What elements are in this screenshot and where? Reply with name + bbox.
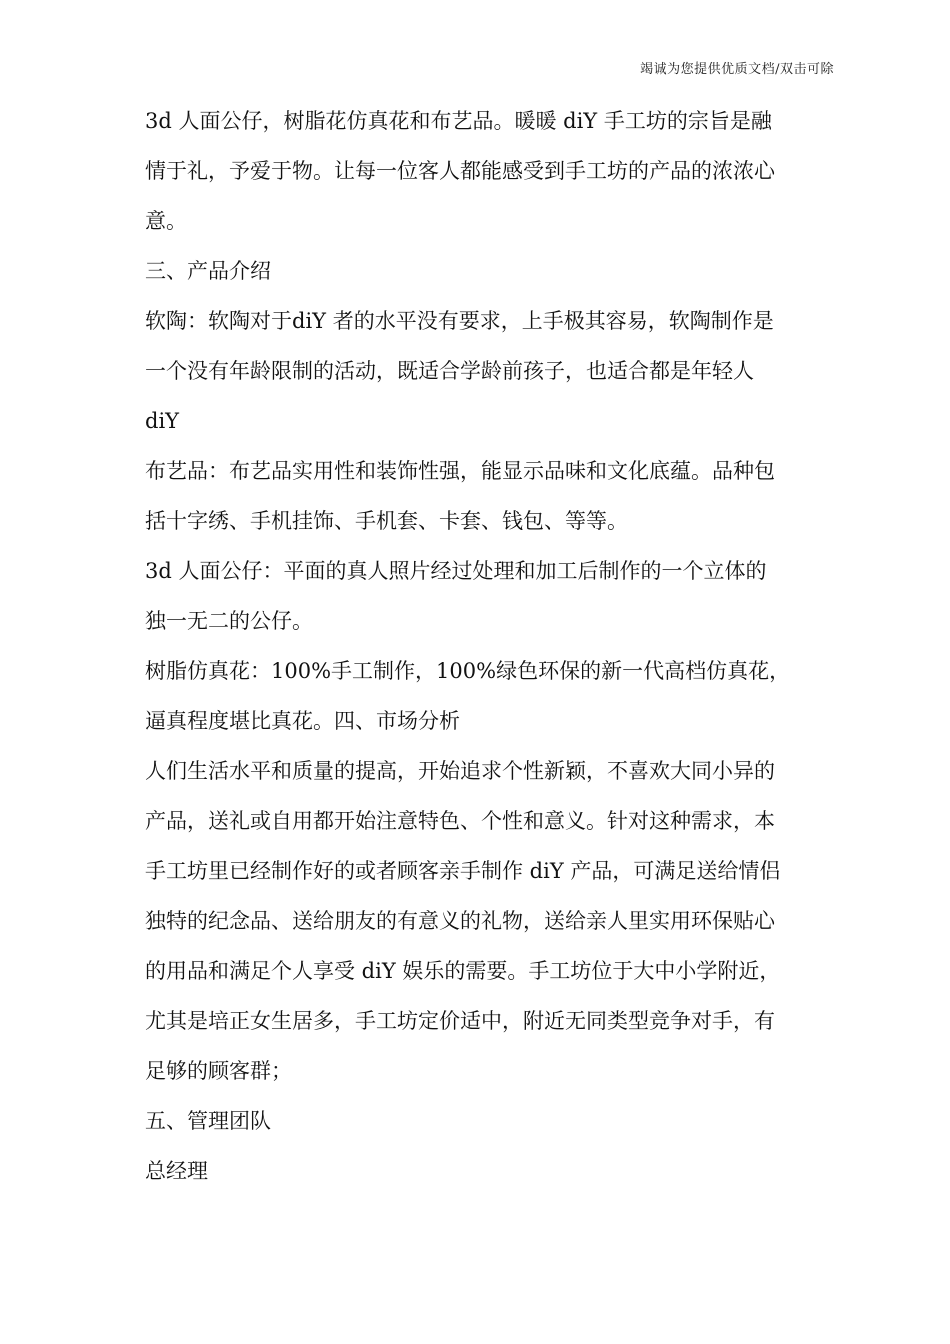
- section-heading: 三、产品介绍: [145, 259, 271, 283]
- text-line: 总经理: [145, 1159, 208, 1183]
- text-line: 手工坊里已经制作好的或者顾客亲手制作 diY 产品，可满足送给情侣: [145, 859, 781, 883]
- text-line: 尤其是培正女生居多，手工坊定价适中，附近无同类型竞争对手，有: [145, 1009, 775, 1033]
- text-line: 括十字绣、手机挂饰、手机套、卡套、钱包、等等。: [145, 509, 628, 533]
- text-line: 产品，送礼或自用都开始注意特色、个性和意义。针对这种需求，本: [145, 809, 775, 833]
- text-line: 逼真程度堪比真花。四、市场分析: [145, 709, 460, 733]
- text-line: diY: [145, 409, 180, 433]
- text-line: 的用品和满足个人享受 diY 娱乐的需要。手工坊位于大中小学附近，: [145, 959, 781, 983]
- text-line: 3d 人面公仔，树脂花仿真花和布艺品。暖暖 diY 手工坊的宗旨是融: [145, 109, 772, 133]
- text-line: 意。: [145, 209, 187, 233]
- text-line: 软陶：软陶对于diY 者的水平没有要求，上手极其容易，软陶制作是: [145, 309, 774, 333]
- text-line: 足够的顾客群；: [145, 1059, 292, 1083]
- text-line: 独一无二的公仔。: [145, 609, 313, 633]
- text-line: 一个没有年龄限制的活动，既适合学龄前孩子，也适合都是年轻人: [145, 359, 754, 383]
- text-line: 人们生活水平和质量的提高，开始追求个性新颖，不喜欢大同小异的: [145, 759, 775, 783]
- header-note: 竭诚为您提供优质文档/双击可除: [640, 62, 834, 77]
- text-line: 布艺品：布艺品实用性和装饰性强，能显示品味和文化底蕴。品种包: [145, 459, 775, 483]
- text-line: 3d 人面公仔：平面的真人照片经过处理和加工后制作的一个立体的: [145, 559, 767, 583]
- text-line: 情于礼，予爱于物。让每一位客人都能感受到手工坊的产品的浓浓心: [145, 159, 775, 183]
- section-heading: 五、管理团队: [145, 1109, 271, 1133]
- document-body: [145, 96, 820, 1196]
- text-line: 独特的纪念品、送给朋友的有意义的礼物，送给亲人里实用环保贴心: [145, 909, 775, 933]
- text-line: 树脂仿真花：100%手工制作，100%绿色环保的新一代高档仿真花，: [145, 659, 791, 683]
